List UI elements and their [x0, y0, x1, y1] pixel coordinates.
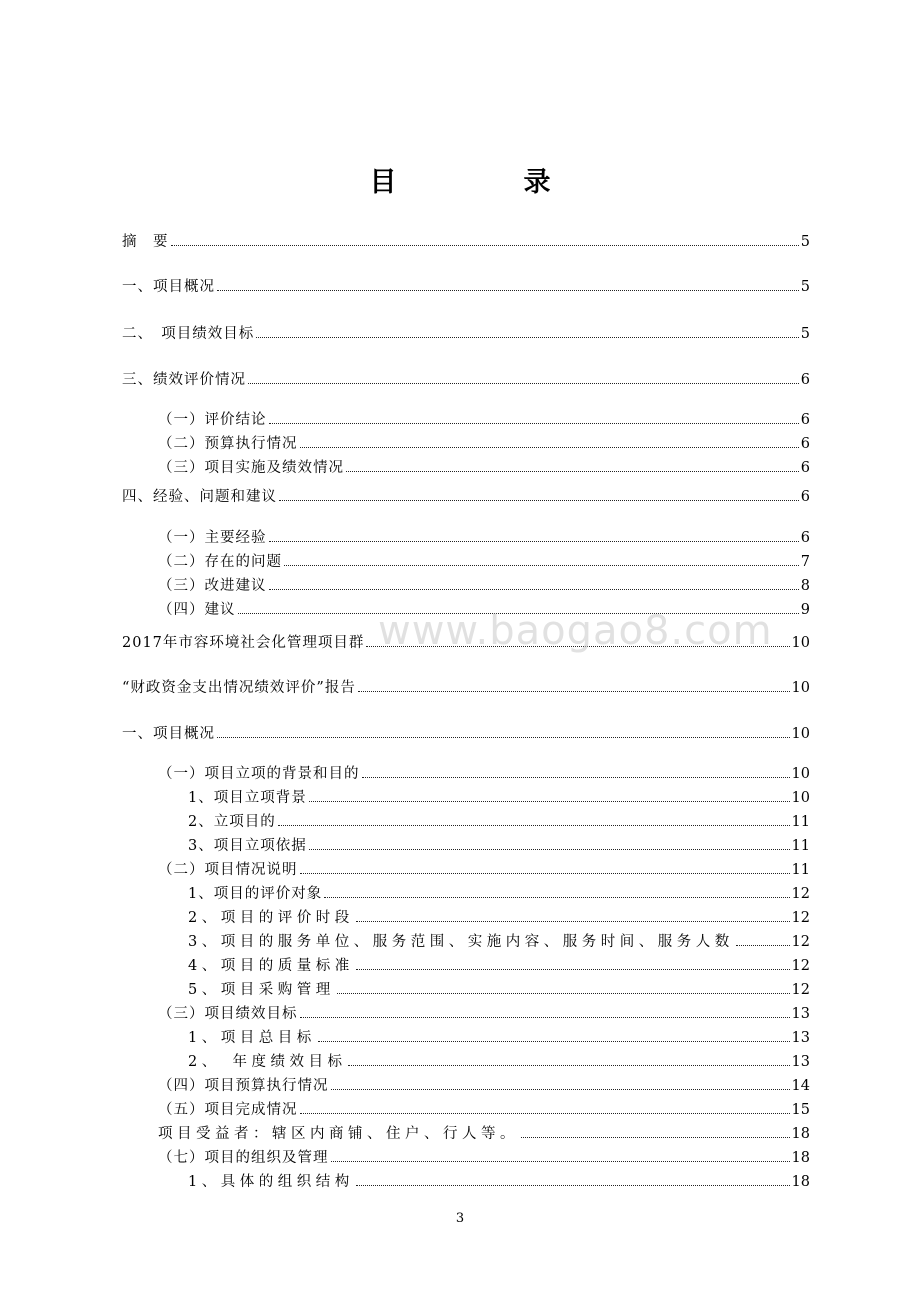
toc-leader-dots: [269, 423, 799, 424]
toc-page-number: 11: [791, 814, 810, 830]
toc-leader-dots: [331, 1161, 790, 1162]
toc-leader-dots: [337, 993, 790, 994]
toc-page-number: 12: [791, 982, 810, 998]
toc-leader-dots: [362, 777, 790, 778]
toc-leader-dots: [217, 290, 799, 291]
toc-leader-dots: [309, 849, 790, 850]
toc-leader-dots: [736, 945, 790, 946]
toc-entry-main-experience[interactable]: [158, 524, 810, 546]
toc-entry-label: （四）项目预算执行情况: [158, 1078, 329, 1094]
toc-entry-completion[interactable]: [158, 1096, 810, 1118]
toc-leader-dots: [521, 1137, 790, 1138]
toc-leader-dots: [300, 1017, 790, 1018]
toc-entry-label: （一）项目立项的背景和目的: [158, 766, 360, 782]
toc-entry-label: “财政资金支出情况绩效评价”报告: [122, 680, 356, 696]
toc-page-number: 12: [791, 886, 810, 902]
toc-entry-implementation[interactable]: [158, 454, 810, 476]
toc-leader-dots: [356, 1185, 790, 1186]
toc-leader-dots: [358, 691, 790, 692]
toc-entry-evaluation-period[interactable]: [188, 904, 810, 926]
toc-leader-dots: [300, 873, 790, 874]
toc-entry-problems[interactable]: [158, 548, 810, 570]
toc-entry-organization[interactable]: [158, 1144, 810, 1166]
toc-entry-project-overview-2[interactable]: [122, 720, 810, 742]
toc-entry-basis[interactable]: [188, 832, 810, 854]
toc-entry-evaluation[interactable]: [122, 366, 810, 388]
watermark: www.baogao8.com: [378, 608, 773, 654]
toc-entry-label: 四、经验、问题和建议: [122, 489, 277, 505]
toc-entry-label: 2、立项目的: [188, 814, 276, 830]
toc-entry-label: 1、项目总目标: [188, 1030, 316, 1046]
toc-leader-dots: [356, 921, 790, 922]
toc-entry-overall-goal[interactable]: [188, 1024, 810, 1046]
page-number: 3: [455, 1211, 465, 1226]
toc-page-number: 6: [800, 489, 810, 505]
toc-entry-label: （二）预算执行情况: [158, 436, 298, 452]
toc-entry-label: （一）主要经验: [158, 530, 267, 546]
toc-page-number: 11: [791, 838, 810, 854]
toc-page-number: 5: [800, 326, 810, 342]
toc-entry-label: 1、具体的组织结构: [188, 1174, 354, 1190]
toc-leader-dots: [346, 471, 799, 472]
toc-entry-label: （四）建议: [158, 602, 236, 618]
toc-page-number: 10: [791, 766, 810, 782]
toc-entry-label: 一、项目概况: [122, 279, 215, 295]
toc-leader-dots: [331, 1089, 790, 1090]
toc-entry-performance-goals[interactable]: [122, 320, 810, 342]
toc-entry-quality-standard[interactable]: [188, 952, 810, 974]
toc-entry-label: 1、项目的评价对象: [188, 886, 323, 902]
toc-entry-background[interactable]: [158, 760, 810, 782]
toc-leader-dots: [278, 825, 790, 826]
toc-leader-dots: [348, 1065, 789, 1066]
toc-entry-experience[interactable]: [122, 483, 810, 505]
toc-page-number: 10: [791, 680, 810, 696]
toc-entry-org-structure[interactable]: [188, 1168, 810, 1190]
toc-entry-budget-execution-2[interactable]: [158, 1072, 810, 1094]
toc-entry-label: （三）项目绩效目标: [158, 1006, 298, 1022]
toc-page-number: 18: [791, 1150, 810, 1166]
toc-page-number: 5: [800, 234, 810, 250]
toc-page-number: 10: [791, 635, 810, 651]
toc-entry-label: 3、项目的服务单位、服务范围、实施内容、服务时间、服务人数: [188, 934, 734, 950]
toc-page-number: 5: [800, 279, 810, 295]
toc-leader-dots: [300, 1113, 790, 1114]
toc-entry-label: 5、项目采购管理: [188, 982, 335, 998]
toc-entry-label: 摘 要: [122, 234, 169, 250]
toc-leader-dots: [318, 1041, 790, 1042]
toc-entry-label: 3、项目立项依据: [188, 838, 307, 854]
toc-leader-dots: [309, 801, 790, 802]
toc-entry-label: 1、项目立项背景: [188, 790, 307, 806]
toc-entry-beneficiaries[interactable]: [158, 1120, 810, 1142]
toc-leader-dots: [284, 565, 799, 566]
toc-entry-label: （七）项目的组织及管理: [158, 1150, 329, 1166]
toc-entry-label: 2、项目的评价时段: [188, 910, 354, 926]
toc-leader-dots: [269, 589, 799, 590]
toc-page-number: 11: [791, 862, 810, 878]
toc-entry-service-details[interactable]: [188, 928, 810, 950]
toc-entry-label: 2、 年度绩效目标: [188, 1054, 347, 1070]
toc-page-number: 18: [791, 1126, 810, 1142]
toc-entry-procurement[interactable]: [188, 976, 810, 998]
toc-page-number: 6: [800, 372, 810, 388]
toc-leader-dots: [256, 337, 799, 338]
toc-entry-improvements[interactable]: [158, 572, 810, 594]
toc-page-number: 8: [800, 578, 810, 594]
toc-entry-label: （二）项目情况说明: [158, 862, 298, 878]
toc-entry-budget-execution[interactable]: [158, 430, 810, 452]
toc-page-number: 13: [791, 1006, 810, 1022]
toc-leader-dots: [356, 969, 790, 970]
toc-page-number: 12: [791, 958, 810, 974]
toc-page-number: 12: [791, 934, 810, 950]
toc-entry-project-description[interactable]: [158, 856, 810, 878]
toc-entry-annual-goal[interactable]: [188, 1048, 810, 1070]
toc-entry-background-detail[interactable]: [188, 784, 810, 806]
toc-leader-dots: [171, 245, 799, 246]
toc-entry-evaluation-conclusion[interactable]: [158, 406, 810, 428]
toc-page-number: 6: [800, 460, 810, 476]
toc-entry-label: （三）项目实施及绩效情况: [158, 460, 344, 476]
toc-entry-label: 4、项目的质量标准: [188, 958, 354, 974]
toc-entry-label: 一、项目概况: [122, 726, 215, 742]
toc-entry-report[interactable]: [122, 674, 810, 696]
toc-page-number: 12: [791, 910, 810, 926]
toc-page-number: 15: [791, 1102, 810, 1118]
toc-entry-label: （三）改进建议: [158, 578, 267, 594]
toc-page-number: 13: [791, 1030, 810, 1046]
toc-page-number: 18: [791, 1174, 810, 1190]
toc-leader-dots: [269, 541, 799, 542]
toc-leader-dots: [324, 897, 789, 898]
toc-page-number: 14: [791, 1078, 810, 1094]
toc-entry-purpose[interactable]: [188, 808, 810, 830]
toc-entry-label: （二）存在的问题: [158, 554, 282, 570]
toc-page-number: 6: [800, 436, 810, 452]
toc-leader-dots: [217, 737, 790, 738]
toc-entry-label: 三、绩效评价情况: [122, 372, 246, 388]
toc-entry-project-overview[interactable]: [122, 273, 810, 295]
toc-page-number: 10: [791, 726, 810, 742]
toc-page-number: 6: [800, 530, 810, 546]
toc-entry-label: （五）项目完成情况: [158, 1102, 298, 1118]
toc-title: 目 录: [369, 167, 601, 198]
toc-entry-evaluation-object[interactable]: [188, 880, 810, 902]
toc-entry-abstract[interactable]: [122, 228, 810, 250]
toc-entry-label: 二、 项目绩效目标: [122, 326, 255, 342]
toc-page-number: 10: [791, 790, 810, 806]
toc-page-number: 7: [800, 554, 810, 570]
toc-page-number: 9: [800, 602, 810, 618]
toc-page-number: 13: [791, 1054, 810, 1070]
toc-page-number: 6: [800, 412, 810, 428]
toc-entry-label: 2017年市容环境社会化管理项目群: [122, 635, 365, 651]
toc-leader-dots: [279, 500, 799, 501]
toc-entry-performance-goals-2[interactable]: [158, 1000, 810, 1022]
toc-leader-dots: [300, 447, 799, 448]
toc-entry-label: （一）评价结论: [158, 412, 267, 428]
toc-entry-label: 项目受益者：辖区内商铺、住户、行人等。: [158, 1126, 519, 1142]
toc-leader-dots: [248, 383, 799, 384]
